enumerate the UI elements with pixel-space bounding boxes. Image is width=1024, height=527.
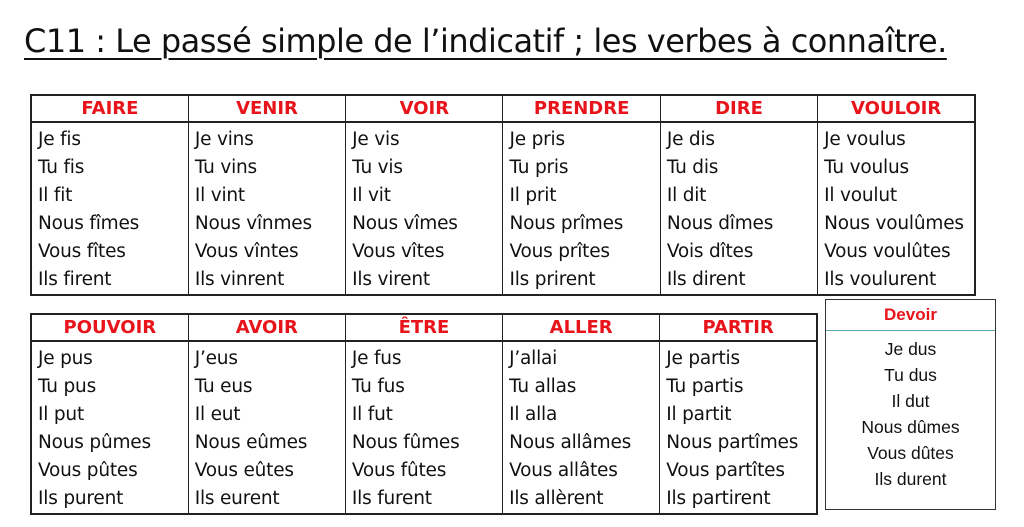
conjugation-form: Il fut <box>351 404 393 425</box>
verb-header-venir: VENIR <box>188 95 345 122</box>
conjugation-form: Vous allâtes <box>509 460 618 481</box>
conjugation-form: Je pris <box>509 129 565 150</box>
conjugation-form: Il vit <box>352 185 391 206</box>
conjugation-form: Je partis <box>666 348 740 369</box>
verb-header-row <box>31 95 975 122</box>
conjugation-form: Nous pûmes <box>38 432 151 453</box>
conjugation-form: Nous allâmes <box>509 432 632 453</box>
conjugation-form: Ils furent <box>351 488 432 509</box>
conjugation-form: Ils purent <box>38 488 124 509</box>
conjugation-cell-pouvoir <box>31 341 188 514</box>
conjugation-form: Tu fus <box>351 376 405 397</box>
conjugation-form: Tu allas <box>509 376 577 397</box>
conjugation-form: Je vins <box>194 129 254 150</box>
conjugation-form: Vous fîtes <box>38 241 126 262</box>
verb-header-dire: DIRE <box>660 95 817 122</box>
conjugation-form: Ils voulurent <box>824 269 937 290</box>
verb-header-row <box>31 314 817 341</box>
conjugation-form: Il vint <box>194 185 245 206</box>
conjugation-form: Tu pus <box>38 376 97 397</box>
conjugation-form: Vous partîtes <box>666 460 785 481</box>
devoir-forms <box>826 331 995 492</box>
conjugation-form: Vous dûtes <box>867 443 954 463</box>
conjugation-cell-avoir <box>188 341 345 514</box>
conjugation-form: Il eut <box>194 404 241 425</box>
conjugation-form: Vous voulûtes <box>824 241 951 262</box>
conjugation-form: Je vis <box>352 129 400 150</box>
conjugation-form: Je pus <box>38 348 93 369</box>
conjugation-form: Nous vînmes <box>194 213 312 234</box>
conjugation-form: Vous eûtes <box>194 460 294 481</box>
conjugation-form: Il dit <box>666 185 707 206</box>
conjugation-cell-aller <box>503 341 660 514</box>
conjugation-form: Ils dirent <box>666 269 746 290</box>
conjugation-form: Il prit <box>509 185 557 206</box>
verb-header-avoir: AVOIR <box>188 314 345 341</box>
conjugation-form: Nous dûmes <box>861 417 960 437</box>
conjugation-form: Vois dîtes <box>666 241 754 262</box>
verb-header-voir: VOIR <box>346 95 503 122</box>
conjugation-form: Je fus <box>351 348 402 369</box>
conjugation-form: Nous partîmes <box>666 432 799 453</box>
conjugation-form: Tu fis <box>38 157 85 178</box>
conjugation-form: Ils durent <box>874 469 947 489</box>
conjugation-form: Nous voulûmes <box>824 213 964 234</box>
conjugation-form: Vous fûtes <box>351 460 447 481</box>
verb-header-prendre: PRENDRE <box>503 95 660 122</box>
conjugation-form: Vous pûtes <box>38 460 138 481</box>
conjugation-form: Vous prîtes <box>509 241 610 262</box>
conjugation-form: Ils eurent <box>194 488 280 509</box>
conjugation-form: Tu voulus <box>824 157 909 178</box>
verb-header-etre: ÊTRE <box>345 314 502 341</box>
conjugation-form: Il partit <box>666 404 732 425</box>
verb-header-faire: FAIRE <box>31 95 188 122</box>
conjugation-cell-vouloir <box>818 122 975 295</box>
conjugation-form: Tu vis <box>352 157 403 178</box>
conjugation-row <box>31 122 975 295</box>
conjugation-form: Il dut <box>891 391 930 411</box>
conjugation-cell-prendre <box>503 122 660 295</box>
page-title: C11 : Le passé simple de l’indicatif ; les verbes à connaître. <box>24 22 947 60</box>
conjugation-form: Il fit <box>38 185 73 206</box>
conjugation-form: Je dis <box>666 129 715 150</box>
conjugation-form: Ils firent <box>38 269 112 290</box>
conjugation-form: Nous prîmes <box>509 213 624 234</box>
conjugation-form: Nous fîmes <box>38 213 140 234</box>
conjugation-cell-faire <box>31 122 188 295</box>
conjugation-form: Il alla <box>509 404 558 425</box>
conjugation-form: Nous dîmes <box>666 213 774 234</box>
verb-header-devoir: Devoir <box>826 300 995 331</box>
devoir-box <box>825 299 996 510</box>
conjugation-form: Vous vîtes <box>352 241 445 262</box>
conjugation-cell-voir <box>346 122 503 295</box>
conjugation-form: Ils vinrent <box>194 269 285 290</box>
conjugation-form: Vous vîntes <box>194 241 299 262</box>
conjugation-form: Il put <box>38 404 84 425</box>
conjugation-form: Je fis <box>38 129 81 150</box>
conjugation-form: Tu dus <box>884 365 937 385</box>
conjugation-form: Tu dis <box>666 157 719 178</box>
conjugation-form: Nous vîmes <box>352 213 458 234</box>
conjugation-form: Ils virent <box>352 269 430 290</box>
conjugation-form: Tu pris <box>509 157 569 178</box>
verb-header-pouvoir: POUVOIR <box>31 314 188 341</box>
conjugation-form: Je dus <box>884 339 937 359</box>
verb-header-aller: ALLER <box>503 314 660 341</box>
conjugation-form: Ils prirent <box>509 269 596 290</box>
conjugation-row <box>31 341 817 514</box>
conjugation-form: J’eus <box>194 348 238 369</box>
conjugation-form: Tu vins <box>194 157 257 178</box>
conjugation-form: Tu eus <box>194 376 253 397</box>
conjugation-form: Ils partirent <box>666 488 771 509</box>
conjugation-form: Ils allèrent <box>509 488 604 509</box>
conjugation-form: J’allai <box>509 348 558 369</box>
conjugation-form: Tu partis <box>666 376 744 397</box>
conjugation-cell-etre <box>345 341 502 514</box>
conjugation-form: Il voulut <box>824 185 897 206</box>
conjugation-table-2 <box>30 313 818 515</box>
conjugation-table-1 <box>30 94 976 296</box>
conjugation-cell-dire <box>660 122 817 295</box>
conjugation-form: Je voulus <box>824 129 906 150</box>
verb-header-vouloir: VOULOIR <box>818 95 975 122</box>
verb-header-partir: PARTIR <box>660 314 817 341</box>
conjugation-form: Nous fûmes <box>351 432 460 453</box>
conjugation-form: Nous eûmes <box>194 432 308 453</box>
conjugation-cell-partir <box>660 341 817 514</box>
conjugation-cell-venir <box>188 122 345 295</box>
